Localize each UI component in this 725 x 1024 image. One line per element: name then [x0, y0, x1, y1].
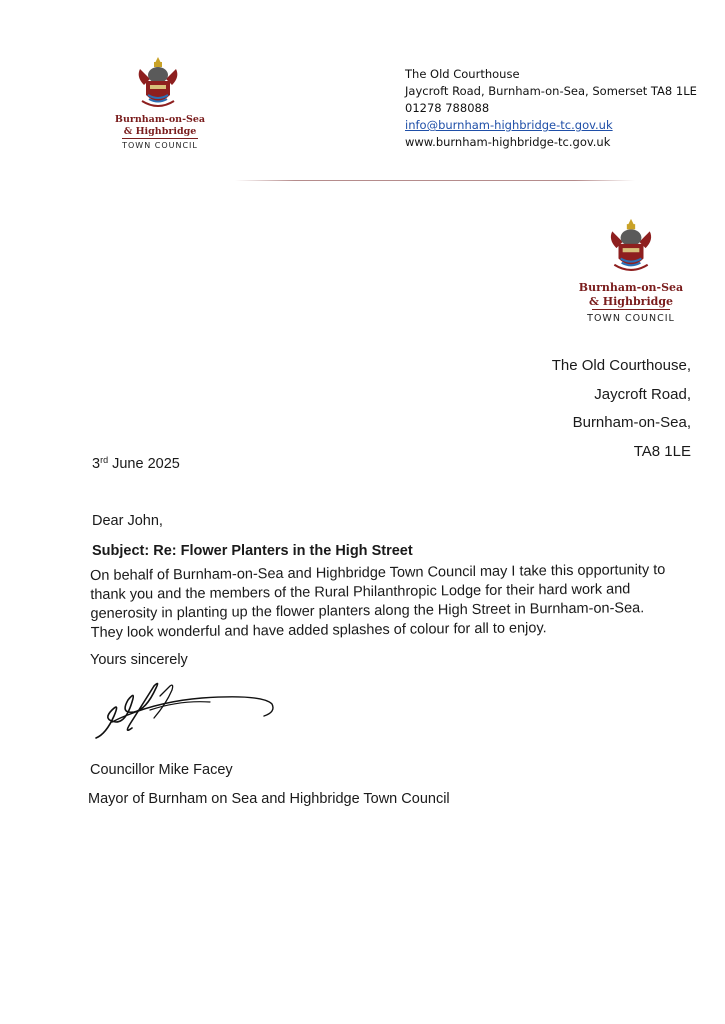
sender-address-line1: The Old Courthouse,: [551, 357, 691, 374]
council-crest-logo: [134, 55, 182, 111]
subject-line: Subject: Re: Flower Planters in the High Street: [92, 543, 413, 559]
signer-name: Councillor Mike Facey: [90, 762, 233, 778]
date-suffix: rd: [100, 455, 109, 465]
body-crest-name-line1: Burnham-on-Sea: [578, 281, 684, 294]
body-crest-name-line2: & Highbridge: [588, 294, 674, 308]
crest-rule-body: [592, 309, 670, 310]
closing: Yours sincerely: [90, 652, 188, 668]
crest-council-body: TOWN COUNCIL: [587, 313, 675, 324]
crest-name-body: [570, 281, 692, 309]
crest-name-line2: & Highbridge: [123, 125, 197, 137]
letterhead-email-link[interactable]: info@burnham-highbridge-tc.gov.uk: [405, 118, 613, 132]
crest-council-top: TOWN COUNCIL: [122, 141, 198, 150]
letterhead-address-line2: Jaycroft Road, Burnham-on-Sea, Somerset TA8 1LE: [405, 84, 697, 98]
sender-address: [552, 352, 691, 466]
letterhead-contact: [405, 66, 697, 151]
council-crest-logo-body: [606, 214, 656, 278]
letterhead-website: www.burnham-highbridge-tc.gov.uk: [405, 135, 611, 149]
letter-body: On behalf of Burnham-on-Sea and Highbridge Town Council may I take this opportunity to thank you and the members of the Rural Philanthropic Lodge for their hard work and generosity in planting up the flower planters along the High Street in Burnham-on-Sea. They look wonderful and have added splashes of colour for all to enjoy.: [90, 561, 666, 641]
sender-address-line4: TA8 1LE: [633, 442, 691, 460]
signature-image: [90, 680, 280, 746]
sender-address-line3: Burnham-on-Sea,: [572, 414, 691, 431]
sender-address-line2: Jaycroft Road,: [594, 385, 691, 403]
date-day: 3: [92, 456, 101, 472]
salutation: Dear John,: [92, 513, 163, 529]
crest-name-line1: Burnham-on-Sea: [114, 114, 206, 125]
crest-rule-top: [122, 138, 198, 139]
letterhead-address-line1: The Old Courthouse: [405, 67, 520, 81]
header-divider: [235, 180, 635, 181]
letterhead-phone: 01278 788088: [405, 101, 490, 115]
signer-title: Mayor of Burnham on Sea and Highbridge Town Council: [88, 791, 450, 807]
crest-name-top: [100, 114, 220, 138]
letter-date: [92, 455, 180, 472]
date-rest: June 2025: [108, 456, 180, 472]
